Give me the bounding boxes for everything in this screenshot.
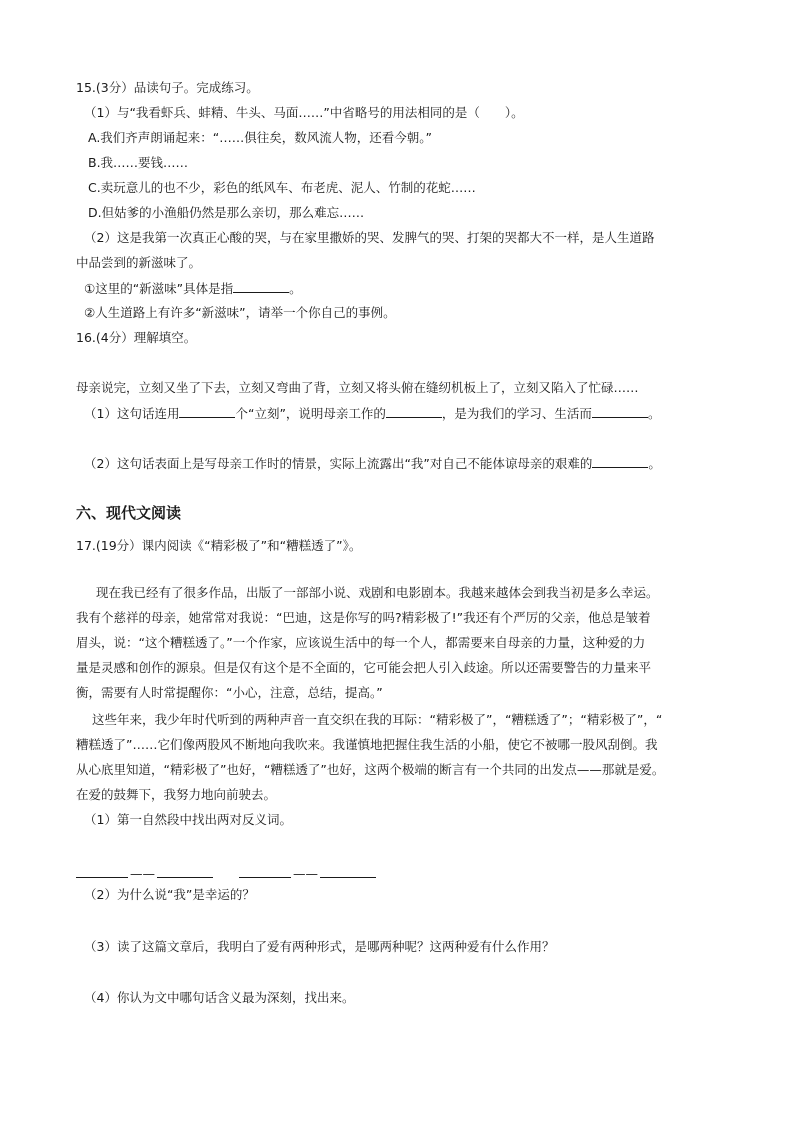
answer-blank[interactable]: [592, 454, 648, 468]
q15-item1-text: ①这里的“新滋味”具体是指: [84, 281, 234, 296]
q16-sub1-text-a: （1）这句话连用: [84, 406, 180, 421]
q15-sub1: （1）与“我看虾兵、蚌精、牛头、马面……”中省略号的用法相同的是（ ）。: [84, 105, 524, 120]
q17-passage-p2-line1: 这些年来，我少年时代听到的两种声音一直交织在我的耳际：“精彩极了”，“糟糕透了”；“精彩极了”，“: [92, 712, 663, 727]
q15-option-a: A.我们齐声朗诵起来：“……俱往矣，数风流人物，还看今朝。”: [88, 130, 433, 145]
q16-sub2-end: 。: [648, 456, 661, 471]
dash: ——: [293, 866, 318, 881]
q17-sub1: （1）第一自然段中找出两对反义词。: [84, 812, 292, 827]
answer-blank[interactable]: [239, 864, 291, 878]
q16-title: 16.(4分）理解填空。: [76, 330, 197, 345]
q16-sub1-text-b: 个“立刻”，说明母亲工作的: [235, 406, 386, 421]
q17-passage-p1-line3: 眉头，说：“这个糟糕透了。”一个作家，应该说生活中的每一个人，都需要来自母亲的力量，这种爱的力: [76, 635, 646, 650]
q15-sub2-line1: （2）这是我第一次真正心酸的哭，与在家里撒娇的哭、发脾气的哭、打架的哭都大不一样，是人生道路: [84, 230, 655, 245]
q15-item1-end: 。: [289, 281, 302, 296]
q16-sub1-text-d: 。: [647, 406, 661, 421]
q16-sub1-text-c: ，是为我们的学习、生活而: [441, 406, 592, 421]
answer-blank[interactable]: [592, 404, 648, 418]
answer-blank[interactable]: [76, 864, 128, 878]
answer-blank[interactable]: [157, 864, 213, 878]
answer-blank[interactable]: [386, 404, 442, 418]
answer-blank[interactable]: [233, 279, 289, 293]
q17-passage-p1-line5: 衡，需要有人时常提醒你：“小心，注意，总结，提高。”: [76, 685, 383, 700]
dash: ——: [130, 866, 155, 881]
q15-option-d: D.但姑爹的小渔船仍然是那么亲切，那么难忘……: [88, 205, 365, 220]
answer-blank[interactable]: [179, 404, 235, 418]
q16-passage: 母亲说完，立刻又坐了下去，立刻又弯曲了背，立刻又将头俯在缝纫机板上了，立刻又陷入了忙碌……: [76, 380, 639, 395]
q17-sub2: （2）为什么说“我”是幸运的？: [84, 887, 255, 902]
q15-item2: ②人生道路上有许多“新滋味”，请举一个你自己的事例。: [84, 305, 396, 320]
antonym-answer-row: [76, 864, 376, 881]
q17-passage-p2-line3: 从心底里知道，“精彩极了”也好，“糟糕透了”也好，这两个极端的断言有一个共同的出发点——那就是爱。: [76, 762, 665, 777]
q16-sub2: [84, 454, 661, 473]
q17-title: 17.(19分）课内阅读《“精彩极了”和“糟糕透了”》。: [76, 538, 362, 553]
q15-sub2-line2: 中品尝到的新滋味了。: [76, 255, 202, 270]
q15-option-b: B.我……要钱……: [88, 155, 189, 170]
q16-sub1: [84, 404, 660, 423]
q17-passage-p2-line4: 在爱的鼓舞下，我努力地向前驶去。: [76, 787, 277, 802]
q15-title: 15.(3分）品读句子。完成练习。: [76, 80, 259, 95]
q17-sub3: （3）读了这篇文章后，我明白了爱有两种形式，是哪两种呢？这两种爱有什么作用？: [84, 939, 555, 954]
q15-option-c: C.卖玩意儿的也不少，彩色的纸风车、布老虎、泥人、竹制的花蛇……: [88, 180, 476, 195]
q17-passage-p2-line2: 糟糕透了”……它们像两股风不断地向我吹来。我谨慎地把握住我生活的小船，使它不被哪一股风刮倒。我: [76, 737, 658, 752]
q17-passage-p1-line4: 量是灵感和创作的源泉。但是仅有这个是不全面的，它可能会把人引入歧途。所以还需要警告的力量来平: [76, 660, 652, 675]
q17-sub4: （4）你认为文中哪句话含义最为深刻，找出来。: [84, 990, 355, 1005]
q17-passage-p1-line2: 我有个慈祥的母亲，她常常对我说：“巴迪，这是你写的吗?精彩极了!”我还有个严厉的父亲，他总是皱着: [76, 610, 651, 625]
q16-sub2-text: （2）这句话表面上是写母亲工作时的情景，实际上流露出“我”对自己不能体谅母亲的艰难的: [84, 456, 593, 471]
q17-passage-p1-line1: 现在我已经有了很多作品，出版了一部部小说、戏剧和电影剧本。我越来越体会到我当初是多么幸运。: [96, 585, 659, 600]
answer-blank[interactable]: [320, 864, 376, 878]
q15-item1: [84, 279, 302, 298]
section-heading: 六、现代文阅读: [76, 504, 182, 522]
